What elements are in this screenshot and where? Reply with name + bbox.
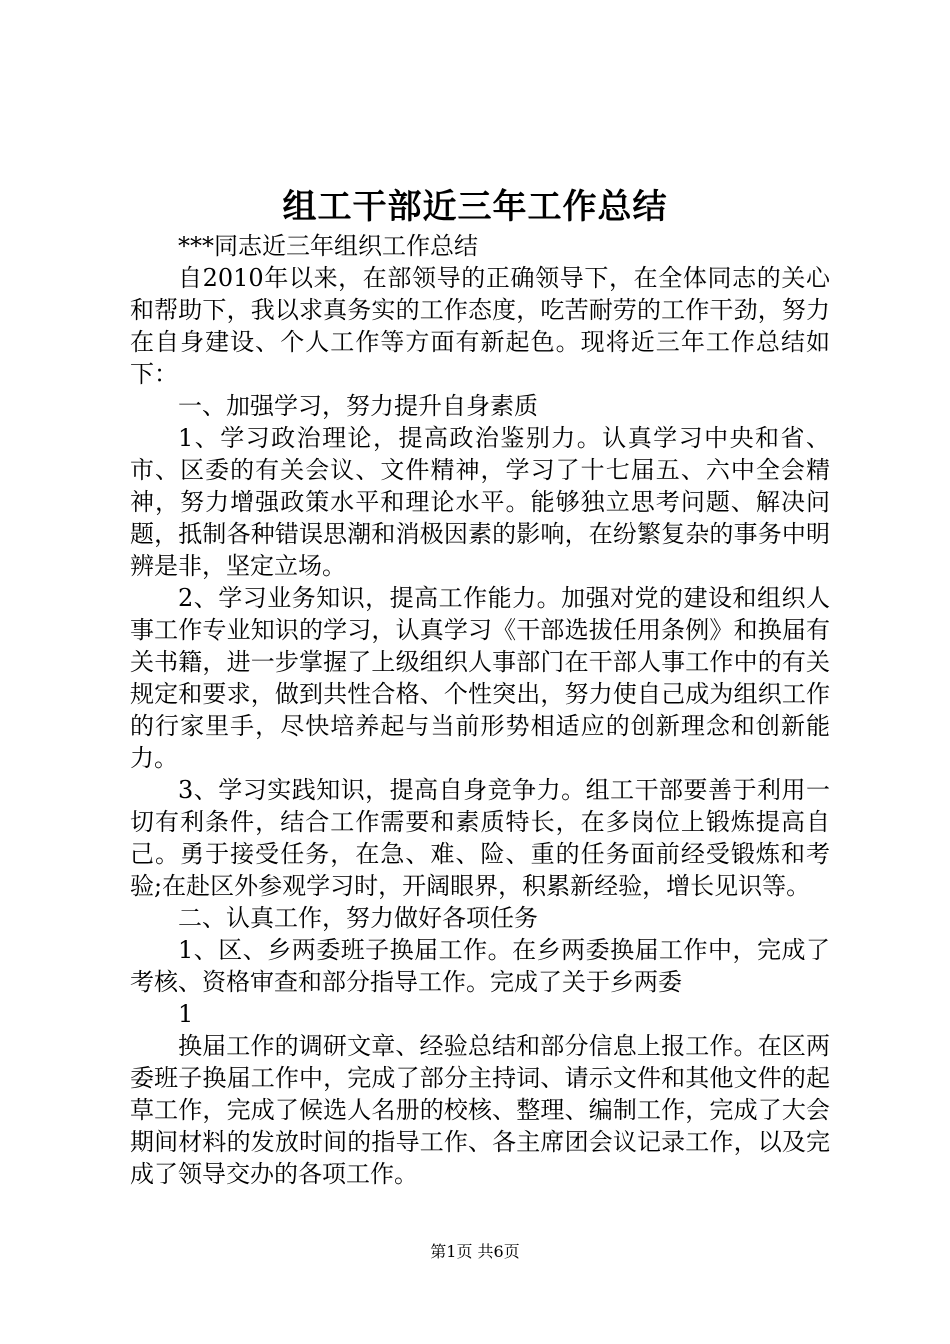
paragraph-2-1-continued: 换届工作的调研文章、经验总结和部分信息上报工作。在区两委班子换届工作中，完成了部分主持词、请示文件和其他文件的起草工作，完成了候选人名册的校核、整理、编制工作，完成了大会期间材料的发放时间的指导工作、各主席团会议记录工作，以及完成了领导交办的各项工作。 [130,1032,830,1188]
section-heading-2: 二、认真工作，努力做好各项任务 [178,904,538,932]
inline-page-number: 1 [178,1000,194,1028]
document-body [130,230,830,1190]
page-footer: 第1页 共6页 [430,1242,520,1261]
paragraph-2-1: 1、区、乡两委班子换届工作。在乡两委换届工作中，完成了考核、资格审查和部分指导工作。完成了关于乡两委 [130,936,830,996]
paragraph-intro: 自2010年以来，在部领导的正确领导下，在全体同志的关心和帮助下，我以求真务实的工作态度，吃苦耐劳的工作干劲，努力在自身建设、个人工作等方面有新起色。现将近三年工作总结如下： [130,264,830,388]
paragraph-1-1: 1、学习政治理论，提高政治鉴别力。认真学习中央和省、市、区委的有关会议、文件精神，学习了十七届五、六中全会精神，努力增强政策水平和理论水平。能够独立思考问题、解决问题，抵制各种错误思潮和消极因素的影响，在纷繁复杂的事务中明辨是非，坚定立场。 [130,424,830,580]
paragraph-1-2: 2、学习业务知识，提高工作能力。加强对党的建设和组织人事工作专业知识的学习，认真学习《干部选拔任用条例》和换届有关书籍，进一步掌握了上级组织人事部门在干部人事工作中的有关规定和要求，做到共性合格、个性突出，努力使自己成为组织工作的行家里手，尽快培养起与当前形势相适应的创新理念和创新能力。 [130,584,830,772]
paragraph-1-3: 3、学习实践知识，提高自身竞争力。组工干部要善于利用一切有利条件，结合工作需要和素质特长，在多岗位上锻炼提高自己。勇于接受任务，在急、难、险、重的任务面前经受锻炼和考验;在赴区外参观学习时，开阔眼界，积累新经验，增长见识等。 [130,776,830,900]
paragraph-subtitle: ***同志近三年组织工作总结 [178,232,478,260]
document-title: 组工干部近三年工作总结 [282,187,668,227]
section-heading-1: 一、加强学习，努力提升自身素质 [178,392,538,420]
